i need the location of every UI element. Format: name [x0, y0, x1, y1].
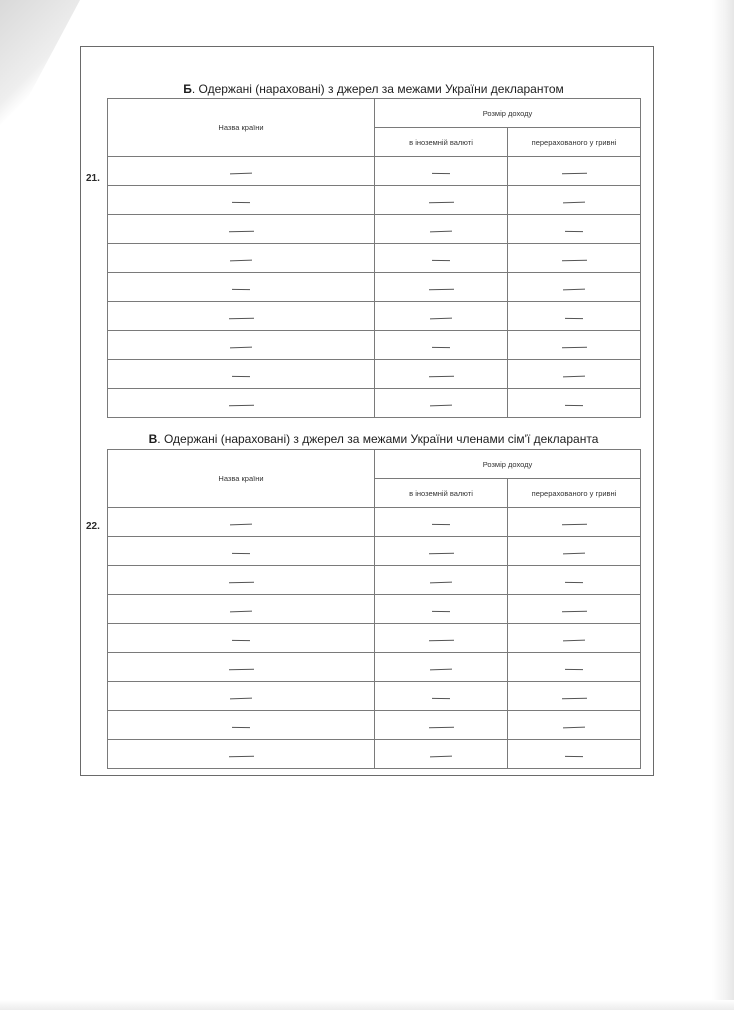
section-v-table	[107, 449, 641, 769]
cell-country	[108, 711, 375, 740]
cell-country	[108, 215, 375, 244]
header-converted-uah: перерахованого у гривні	[508, 128, 641, 157]
section-b-row-number: 21.	[86, 173, 100, 184]
cell-converted-uah	[508, 595, 641, 624]
cell-country	[108, 186, 375, 215]
cell-foreign-currency	[375, 186, 508, 215]
table-row	[108, 566, 641, 595]
cell-country	[108, 537, 375, 566]
handwritten-dash	[563, 375, 585, 377]
table-row	[108, 740, 641, 769]
handwritten-dash	[432, 172, 450, 173]
handwritten-dash	[565, 668, 583, 669]
cell-country	[108, 566, 375, 595]
table-row	[108, 273, 641, 302]
table-row	[108, 186, 641, 215]
table-row	[108, 244, 641, 273]
handwritten-dash	[430, 755, 452, 757]
section-v-letter: В	[148, 432, 158, 446]
cell-converted-uah	[508, 682, 641, 711]
table-row	[108, 595, 641, 624]
handwritten-dash	[232, 375, 250, 376]
header-foreign-currency: в іноземній валюті	[375, 479, 508, 508]
table-row	[108, 215, 641, 244]
handwritten-dash	[228, 581, 253, 582]
handwritten-dash	[563, 726, 585, 728]
table-row	[108, 682, 641, 711]
cell-foreign-currency	[375, 624, 508, 653]
section-b-title-text: . Одержані (нараховані) з джерел за межами України декларантом	[191, 82, 564, 96]
cell-converted-uah	[508, 273, 641, 302]
cell-foreign-currency	[375, 360, 508, 389]
handwritten-dash	[230, 259, 252, 261]
cell-country	[108, 653, 375, 682]
handwritten-dash	[230, 523, 252, 525]
handwritten-dash	[561, 172, 586, 173]
handwritten-dash	[428, 288, 453, 289]
cell-foreign-currency	[375, 595, 508, 624]
handwritten-dash	[230, 346, 252, 348]
handwritten-dash	[430, 404, 452, 406]
cell-converted-uah	[508, 215, 641, 244]
handwritten-dash	[428, 375, 453, 376]
handwritten-dash	[430, 317, 452, 319]
section-b-rows	[108, 157, 641, 418]
cell-country	[108, 389, 375, 418]
cell-foreign-currency	[375, 389, 508, 418]
table-row	[108, 508, 641, 537]
handwritten-dash	[428, 201, 453, 202]
cell-foreign-currency	[375, 157, 508, 186]
header-foreign-currency: в іноземній валюті	[375, 128, 508, 157]
scan-edge-shadow	[712, 0, 734, 1010]
handwritten-dash	[232, 288, 250, 289]
header-converted-uah: перерахованого у гривні	[508, 479, 641, 508]
handwritten-dash	[428, 726, 453, 727]
cell-converted-uah	[508, 624, 641, 653]
handwritten-dash	[228, 230, 253, 231]
cell-converted-uah	[508, 508, 641, 537]
cell-foreign-currency	[375, 537, 508, 566]
handwritten-dash	[228, 317, 253, 318]
cell-country	[108, 682, 375, 711]
cell-converted-uah	[508, 331, 641, 360]
handwritten-dash	[561, 697, 586, 698]
cell-country	[108, 360, 375, 389]
cell-foreign-currency	[375, 740, 508, 769]
handwritten-dash	[565, 581, 583, 582]
handwritten-dash	[561, 346, 586, 347]
handwritten-dash	[428, 639, 453, 640]
cell-country	[108, 244, 375, 273]
cell-converted-uah	[508, 186, 641, 215]
handwritten-dash	[563, 201, 585, 203]
handwritten-dash	[230, 172, 252, 174]
header-country: Назва країни	[108, 99, 375, 157]
cell-country	[108, 508, 375, 537]
handwritten-dash	[565, 404, 583, 405]
table-row	[108, 653, 641, 682]
cell-converted-uah	[508, 537, 641, 566]
handwritten-dash	[230, 697, 252, 699]
cell-country	[108, 331, 375, 360]
handwritten-dash	[430, 230, 452, 232]
cell-foreign-currency	[375, 711, 508, 740]
cell-country	[108, 157, 375, 186]
cell-converted-uah	[508, 360, 641, 389]
section-v-title-text: . Одержані (нараховані) з джерел за межами України членами сім'ї декларанта	[157, 432, 599, 446]
table-row	[108, 302, 641, 331]
handwritten-dash	[561, 259, 586, 260]
cell-country	[108, 624, 375, 653]
handwritten-dash	[565, 230, 583, 231]
cell-converted-uah	[508, 711, 641, 740]
handwritten-dash	[563, 288, 585, 290]
cell-converted-uah	[508, 653, 641, 682]
cell-converted-uah	[508, 157, 641, 186]
table-row	[108, 537, 641, 566]
cell-country	[108, 740, 375, 769]
scan-bottom-shadow	[0, 1000, 734, 1010]
handwritten-dash	[565, 755, 583, 756]
handwritten-dash	[228, 755, 253, 756]
handwritten-dash	[432, 523, 450, 524]
handwritten-dash	[428, 552, 453, 553]
table-row	[108, 157, 641, 186]
cell-country	[108, 302, 375, 331]
table-row	[108, 624, 641, 653]
header-income-size: Розмір доходу	[375, 450, 641, 479]
handwritten-dash	[432, 259, 450, 260]
handwritten-dash	[432, 346, 450, 347]
table-row	[108, 711, 641, 740]
scan-fold-shadow	[0, 0, 80, 150]
handwritten-dash	[232, 726, 250, 727]
handwritten-dash	[228, 668, 253, 669]
cell-foreign-currency	[375, 215, 508, 244]
handwritten-dash	[232, 639, 250, 640]
handwritten-dash	[563, 639, 585, 641]
handwritten-dash	[563, 552, 585, 554]
handwritten-dash	[561, 523, 586, 524]
section-v-title	[107, 432, 640, 446]
cell-converted-uah	[508, 566, 641, 595]
cell-foreign-currency	[375, 508, 508, 537]
handwritten-dash	[430, 668, 452, 670]
cell-country	[108, 595, 375, 624]
handwritten-dash	[432, 610, 450, 611]
cell-country	[108, 273, 375, 302]
cell-foreign-currency	[375, 653, 508, 682]
handwritten-dash	[230, 610, 252, 612]
table-row	[108, 360, 641, 389]
section-b-title	[107, 82, 640, 96]
section-b-table	[107, 98, 641, 418]
cell-foreign-currency	[375, 566, 508, 595]
cell-foreign-currency	[375, 682, 508, 711]
header-country: Назва країни	[108, 450, 375, 508]
cell-foreign-currency	[375, 302, 508, 331]
handwritten-dash	[430, 581, 452, 583]
cell-converted-uah	[508, 389, 641, 418]
section-b-letter: Б	[183, 82, 192, 96]
cell-foreign-currency	[375, 331, 508, 360]
header-income-size: Розмір доходу	[375, 99, 641, 128]
cell-converted-uah	[508, 244, 641, 273]
cell-foreign-currency	[375, 273, 508, 302]
handwritten-dash	[228, 404, 253, 405]
handwritten-dash	[232, 201, 250, 202]
cell-converted-uah	[508, 740, 641, 769]
section-v-rows	[108, 508, 641, 769]
table-row	[108, 331, 641, 360]
cell-converted-uah	[508, 302, 641, 331]
handwritten-dash	[232, 552, 250, 553]
table-row	[108, 389, 641, 418]
section-v-row-number: 22.	[86, 521, 100, 532]
handwritten-dash	[432, 697, 450, 698]
cell-foreign-currency	[375, 244, 508, 273]
handwritten-dash	[565, 317, 583, 318]
handwritten-dash	[561, 610, 586, 611]
